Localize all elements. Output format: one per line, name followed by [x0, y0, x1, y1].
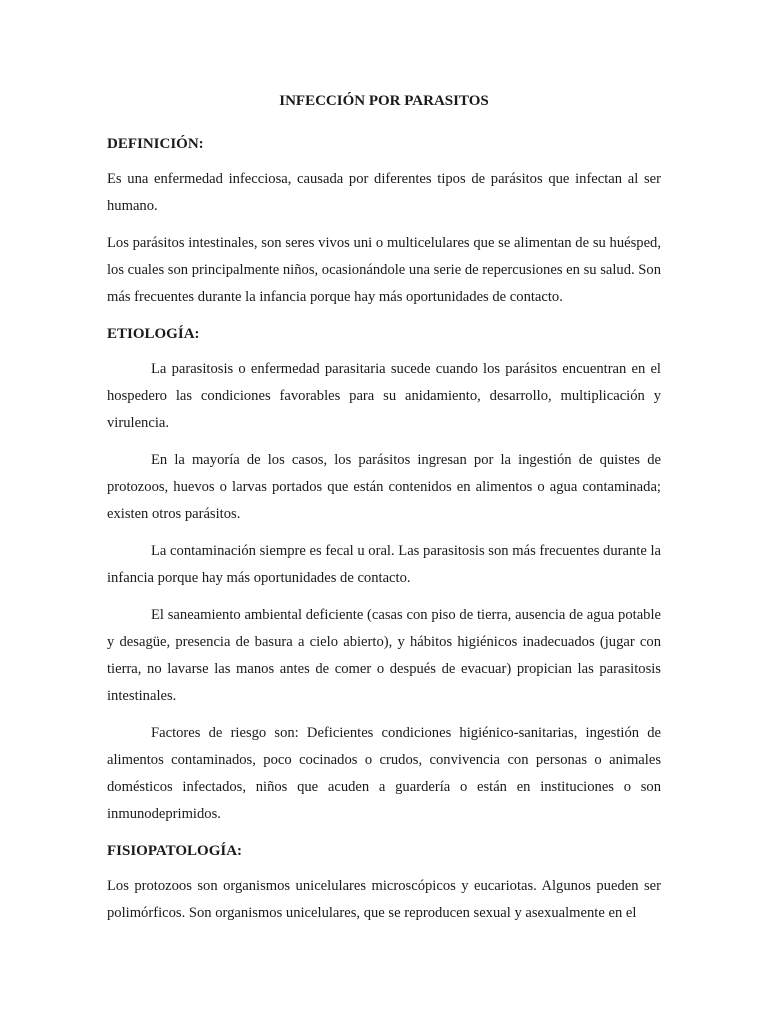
section-heading-fisiopatologia: FISIOPATOLOGÍA: — [107, 843, 243, 859]
document-body — [107, 88, 661, 937]
paragraph: Es una enfermedad infecciosa, causada por diferentes tipos de parásitos que infectan al ser humano. — [107, 171, 661, 214]
paragraph: La contaminación siempre es fecal u oral. Las parasitosis son más frecuentes durante la infancia porque hay más oportunidades de contacto. — [107, 543, 661, 586]
paragraph: El saneamiento ambiental deficiente (casas con piso de tierra, ausencia de agua potable y desagüe, presencia de basura a cielo abierto), y hábitos higiénicos inadecuados (jugar con tierra, no lavarse las manos antes de comer o después de evacuar) propician las parasitosis intestinales. — [107, 607, 661, 704]
paragraph: La parasitosis o enfermedad parasitaria sucede cuando los parásitos encuentran en el hospedero las condiciones favorables para su anidamiento, desarrollo, multiplicación y virulencia. — [107, 361, 661, 431]
section-heading-etiologia: ETIOLOGÍA: — [107, 326, 200, 342]
paragraph: Los parásitos intestinales, son seres vivos uni o multicelulares que se alimentan de su huésped, los cuales son principalmente niños, ocasionándole una serie de repercusiones en su salud. Son más frecuentes durante la infancia porque hay más oportunidades de contacto. — [107, 235, 662, 305]
document-title: INFECCIÓN POR PARASITOS — [279, 93, 489, 109]
paragraph: En la mayoría de los casos, los parásitos ingresan por la ingestión de quistes de protozoos, huevos o larvas portados que están contenidos en alimentos o agua contaminada; existen otros parásitos. — [107, 452, 661, 522]
paragraph: Factores de riesgo son: Deficientes condiciones higiénico-sanitarias, ingestión de alimentos contaminados, poco cocinados o crudos, convivencia con personas o animales domésticos infectados, niños que acuden a guardería o están en instituciones o son inmunodeprimidos. — [107, 725, 661, 822]
paragraph: Los protozoos son organismos unicelulares microscópicos y eucariotas. Algunos pueden ser polimórficos. Son organismos unicelulares, que se reproducen sexual y asexualmente en el — [107, 878, 661, 921]
section-heading-definicion: DEFINICIÓN: — [107, 136, 204, 152]
